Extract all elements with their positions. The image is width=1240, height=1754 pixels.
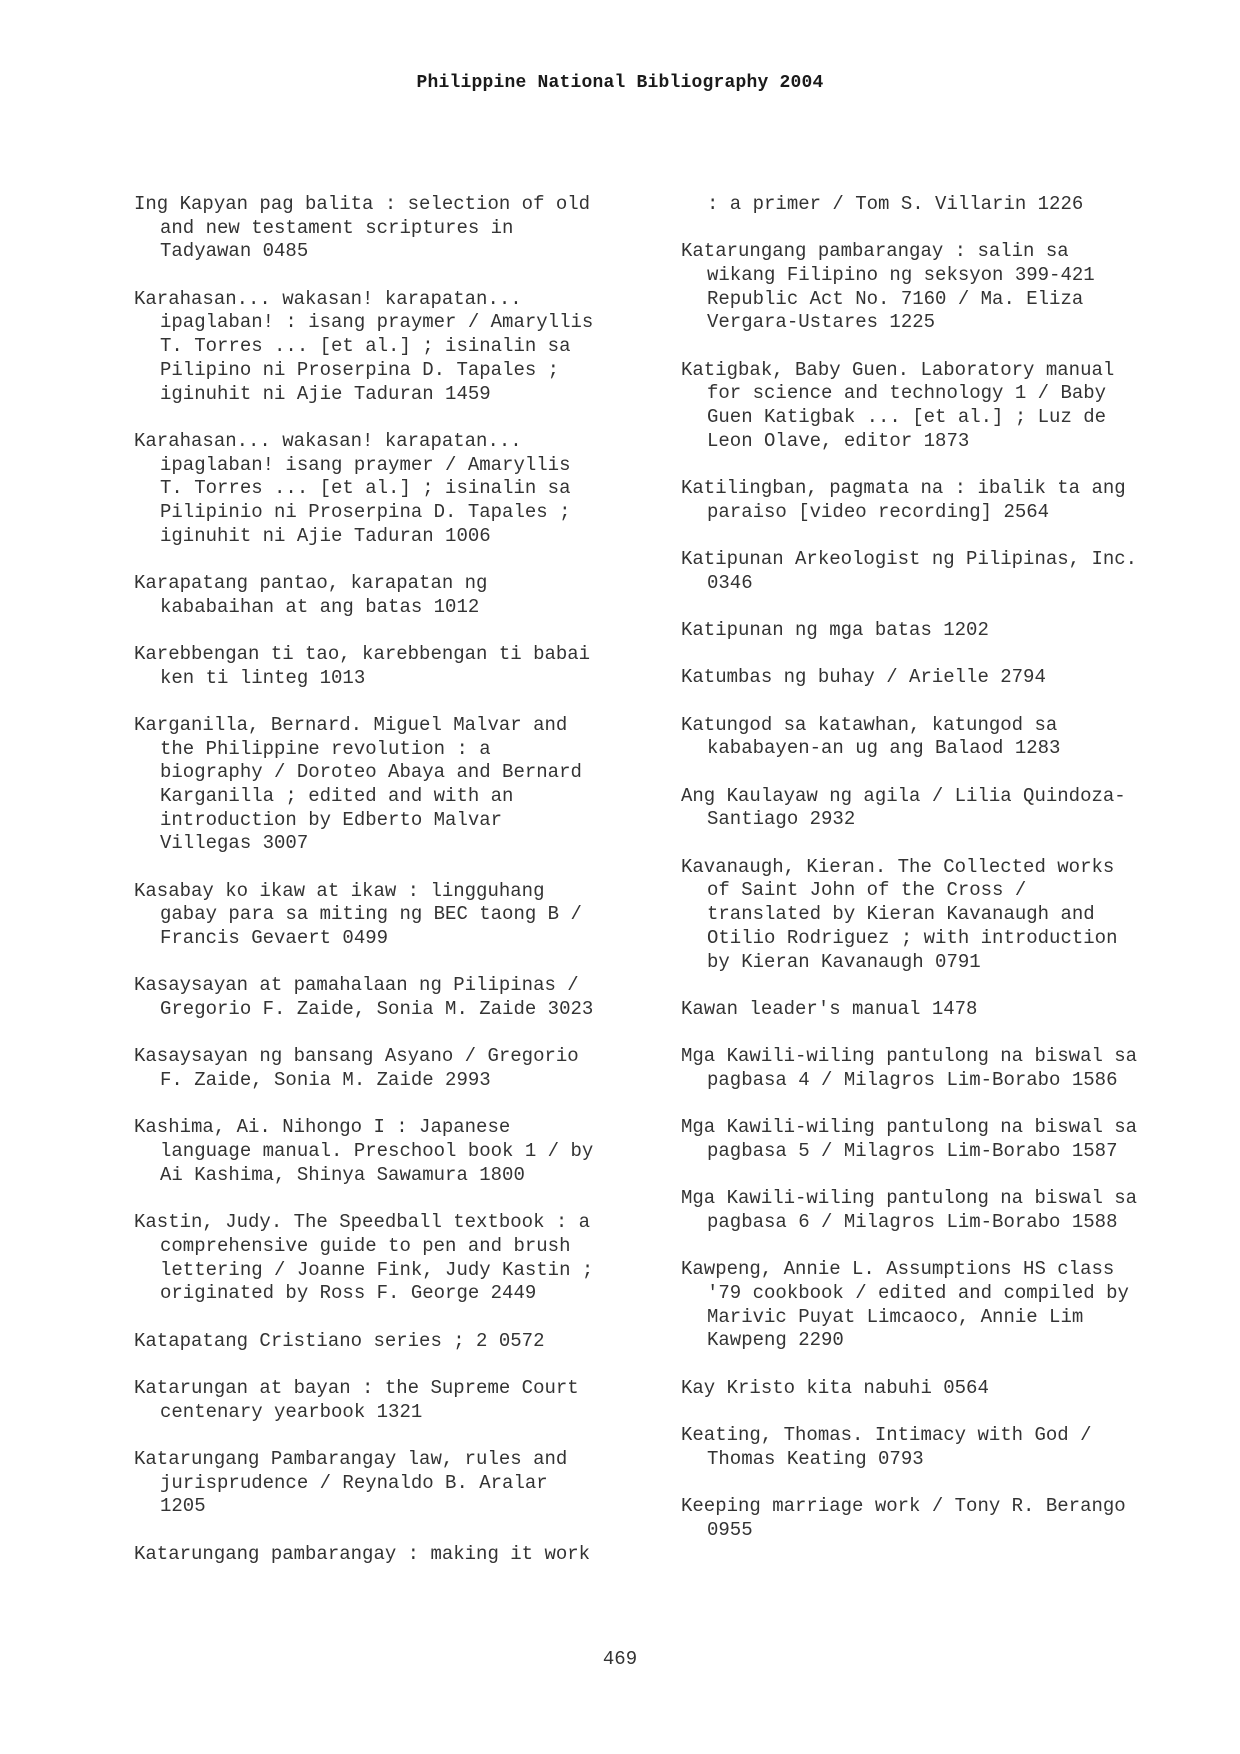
bibliography-entry: Kavanaugh, Kieran. The Collected works of Saint John of the Cross / translated by Kieran Kavanaugh and Otilio Rodriguez ; with introduction by Kieran Kavanaugh 0791: [681, 855, 1118, 973]
bibliography-entry: Kasaysayan at pamahalaan ng Pilipinas / Gregorio F. Zaide, Sonia M. Zaide 3023: [134, 974, 594, 1021]
bibliography-entry: Kawan leader's manual 1478: [681, 997, 978, 1020]
bibliography-entry: Kay Kristo kita nabuhi 0564: [681, 1376, 989, 1399]
bibliography-entry: Katipunan ng mga batas 1202: [681, 619, 989, 642]
left-column: [134, 193, 654, 1590]
bibliography-entry: Katarungang pambarangay : salin sa wikang Filipino ng seksyon 399-421 Republic Act No. 7160 / Ma. Eliza Vergara-Ustares 1225: [681, 240, 1095, 334]
page-number: 469: [602, 1648, 638, 1670]
bibliography-entry: Katigbak, Baby Guen. Laboratory manual for science and technology 1 / Baby Guen Katigbak ... [et al.] ; Luz de Leon Olave, editor 1873: [681, 358, 1115, 452]
bibliography-entry: Kasabay ko ikaw at ikaw : lingguhang gabay para sa miting ng BEC taong B / Francis Gevaert 0499: [134, 879, 582, 950]
bibliography-entry: Kawpeng, Annie L. Assumptions HS class '79 cookbook / edited and compiled by Marivic Puyat Limcaoco, Annie Lim Kawpeng 2290: [681, 1258, 1129, 1352]
bibliography-entry: Karebbengan ti tao, karebbengan ti babai ken ti linteg 1013: [134, 642, 591, 689]
bibliography-entry: Karahasan... wakasan! karapatan... ipaglaban! : isang praymer / Amaryllis T. Torres ... [et al.] ; isinalin sa Pilipino ni Proserpina D. Tapales ; iginuhit ni Ajie Taduran 1459: [134, 287, 594, 405]
bibliography-entry: Kastin, Judy. The Speedball textbook : a comprehensive guide to pen and brush lettering / Joanne Fink, Judy Kastin ; originated by Ross F. George 2449: [134, 1211, 594, 1305]
bibliography-entry: Katarungang pambarangay : making it work: [134, 1542, 591, 1565]
bibliography-entry: Ang Kaulayaw ng agila / Lilia Quindoza- Santiago 2932: [681, 784, 1126, 831]
bibliography-entry: Keeping marriage work / Tony R. Berango 0955: [681, 1494, 1126, 1541]
bibliography-entry: Mga Kawili-wiling pantulong na biswal sa pagbasa 6 / Milagros Lim-Borabo 1588: [681, 1187, 1138, 1233]
bibliography-entry: Katilingban, pagmata na : ibalik ta ang paraiso [video recording] 2564: [681, 477, 1126, 523]
bibliography-entry: Ing Kapyan pag balita : selection of old and new testament scriptures in Tadyawan 0485: [134, 193, 591, 263]
bibliography-entry: Katungod sa katawhan, katungod sa kababayen-an ug ang Balaod 1283: [681, 713, 1061, 760]
bibliography-entry: Katipunan Arkeologist ng Pilipinas, Inc. 0346: [681, 548, 1138, 594]
page-title: Philippine National Bibliography 2004: [416, 73, 824, 93]
bibliography-entry: Keating, Thomas. Intimacy with God / Thomas Keating 0793: [681, 1423, 1092, 1470]
right-column: [681, 193, 1201, 1566]
bibliography-entry: Karapatang pantao, karapatan ng kababaihan at ang batas 1012: [134, 571, 488, 618]
bibliography-entry: Katapatang Cristiano series ; 2 0572: [134, 1329, 545, 1352]
bibliography-entry: Katumbas ng buhay / Arielle 2794: [681, 666, 1046, 689]
bibliography-entry: Karahasan... wakasan! karapatan... ipaglaban! isang praymer / Amaryllis T. Torres ... [et al.] ; isinalin sa Pilipinio ni Proserpina D. Tapales ; iginuhit ni Ajie Taduran 1006: [134, 429, 571, 547]
bibliography-entry: Mga Kawili-wiling pantulong na biswal sa pagbasa 5 / Milagros Lim-Borabo 1587: [681, 1116, 1138, 1162]
bibliography-entry: Karganilla, Bernard. Miguel Malvar and the Philippine revolution : a biography / Doroteo Abaya and Bernard Karganilla ; edited and with an introduction by Edberto Malvar Villegas 3007: [134, 713, 582, 855]
bibliography-entry: Katarungan at bayan : the Supreme Court centenary yearbook 1321: [134, 1376, 579, 1423]
bibliography-entry: Katarungang Pambarangay law, rules and jurisprudence / Reynaldo B. Aralar 1205: [134, 1447, 568, 1518]
bibliography-entry: Kashima, Ai. Nihongo I : Japanese language manual. Preschool book 1 / by Ai Kashima, Shinya Sawamura 1800: [134, 1116, 594, 1186]
bibliography-entry-continuation: : a primer / Tom S. Villarin 1226: [707, 193, 1084, 215]
bibliography-entry: Kasaysayan ng bansang Asyano / Gregorio F. Zaide, Sonia M. Zaide 2993: [134, 1045, 579, 1092]
bibliography-entry: Mga Kawili-wiling pantulong na biswal sa pagbasa 4 / Milagros Lim-Borabo 1586: [681, 1045, 1138, 1091]
